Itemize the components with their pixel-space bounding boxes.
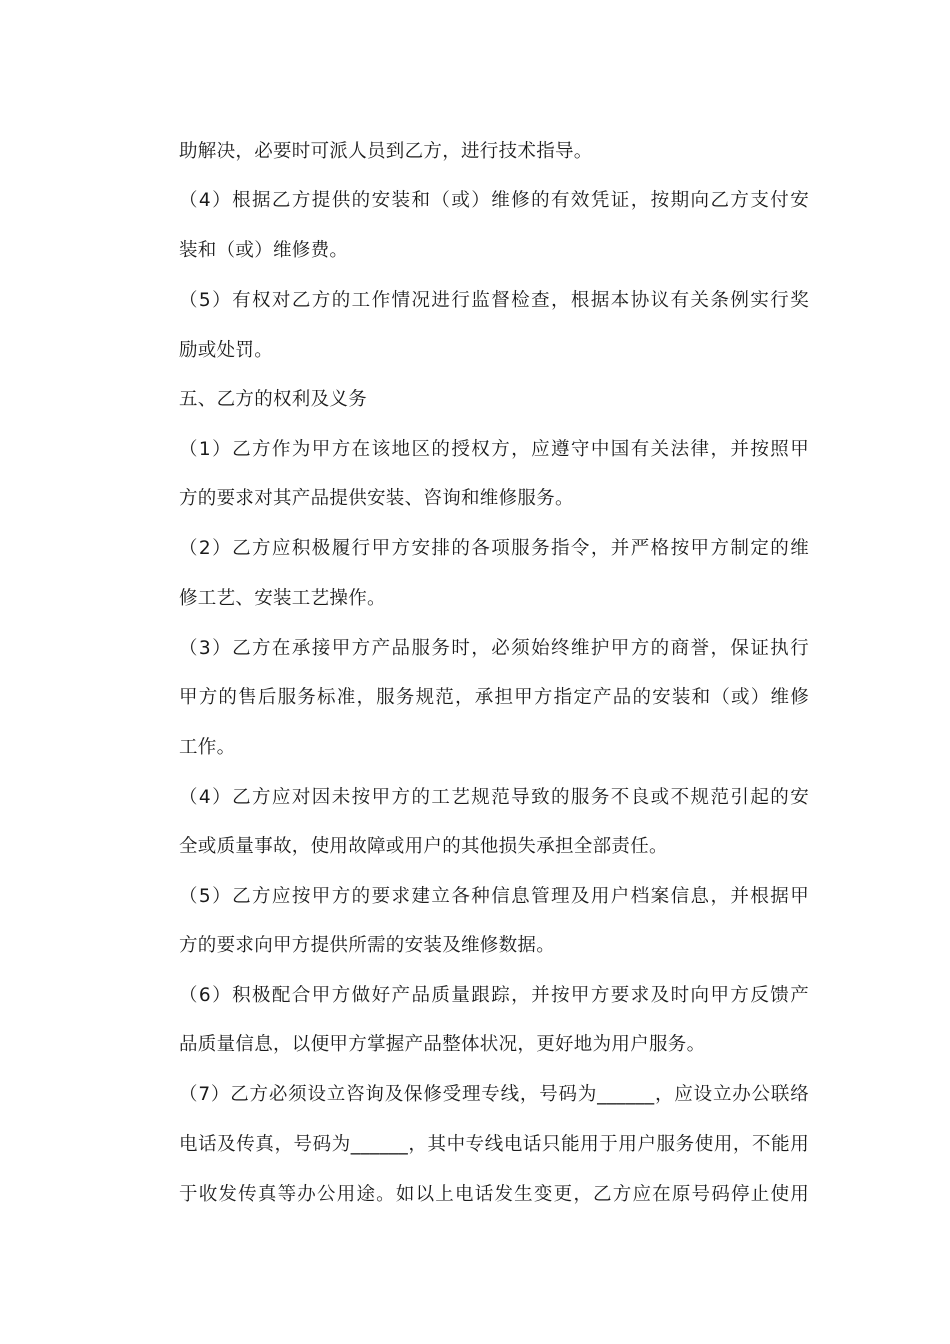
text-line-9: （2）乙方应积极履行甲方安排的各项服务指令，并严格按甲方制定的维 xyxy=(179,538,809,559)
text-line-21: 电话及传真，号码为______，其中专线电话只能用于用户服务使用，不能用 xyxy=(179,1134,809,1155)
text-line-22: 于收发传真等办公用途。如以上电话发生变更，乙方应在原号码停止使用 xyxy=(179,1184,809,1205)
text-line-5: 励或处罚。 xyxy=(179,340,274,361)
text-line-1: 助解决，必要时可派人员到乙方，进行技术指导。 xyxy=(179,141,593,162)
text-line-7: （1）乙方作为甲方在该地区的授权方，应遵守中国有关法律，并按照甲 xyxy=(179,439,809,460)
text-line-19: 品质量信息，以便甲方掌握产品整体状况，更好地为用户服务。 xyxy=(179,1034,706,1055)
text-line-3: 装和（或）维修费。 xyxy=(179,240,349,261)
text-line-13: 工作。 xyxy=(179,737,236,758)
section-heading: 五、乙方的权利及义务 xyxy=(179,389,368,410)
text-line-17: 方的要求向甲方提供所需的安装及维修数据。 xyxy=(179,935,556,956)
text-line-10: 修工艺、安装工艺操作。 xyxy=(179,588,386,609)
text-line-16: （5）乙方应按甲方的要求建立各种信息管理及用户档案信息，并根据甲 xyxy=(179,886,809,907)
text-line-8: 方的要求对其产品提供安装、咨询和维修服务。 xyxy=(179,488,574,509)
text-line-14: （4）乙方应对因未按甲方的工艺规范导致的服务不良或不规范引起的安 xyxy=(179,787,809,808)
text-line-20: （7）乙方必须设立咨询及保修受理专线，号码为______，应设立办公联络 xyxy=(179,1084,809,1105)
text-line-4: （5）有权对乙方的工作情况进行监督检查，根据本协议有关条例实行奖 xyxy=(179,290,809,311)
text-line-2: （4）根据乙方提供的安装和（或）维修的有效凭证，按期向乙方支付安 xyxy=(179,190,809,211)
text-line-11: （3）乙方在承接甲方产品服务时，必须始终维护甲方的商誉，保证执行 xyxy=(179,638,809,659)
text-line-15: 全或质量事故，使用故障或用户的其他损失承担全部责任。 xyxy=(179,836,668,857)
text-line-12: 甲方的售后服务标准，服务规范，承担甲方指定产品的安装和（或）维修 xyxy=(179,687,809,708)
text-line-18: （6）积极配合甲方做好产品质量跟踪，并按甲方要求及时向甲方反馈产 xyxy=(179,985,809,1006)
